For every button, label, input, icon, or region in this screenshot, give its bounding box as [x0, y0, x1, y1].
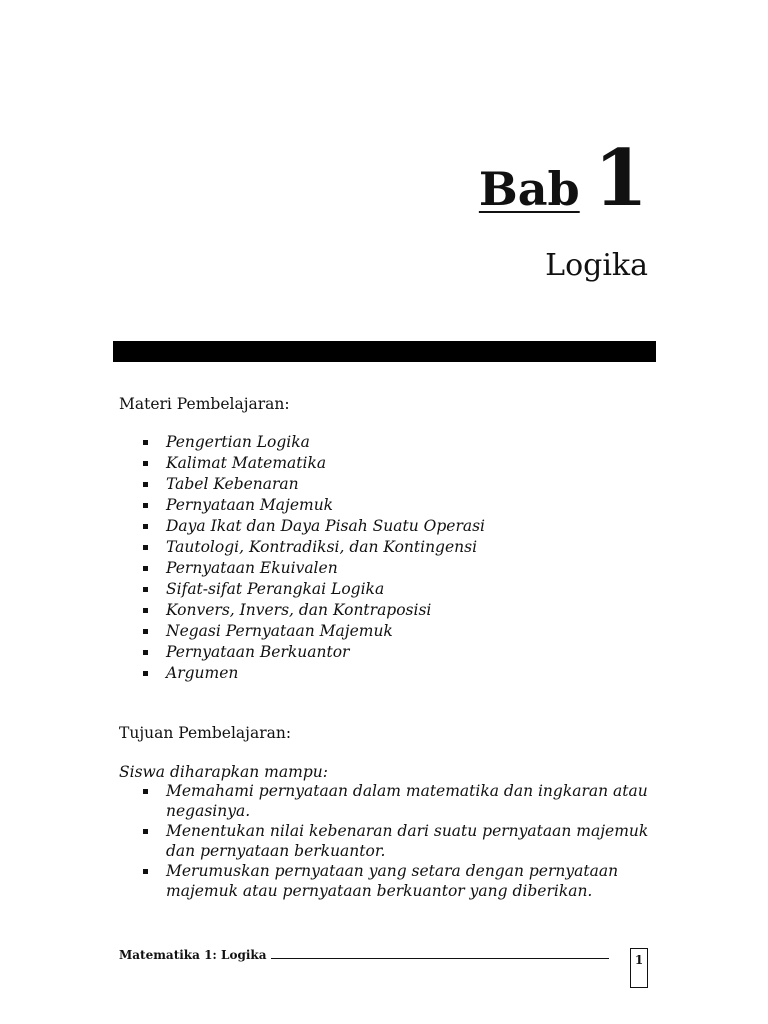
list-item: Pernyataan Majemuk [140, 495, 640, 516]
list-item: Merumuskan pernyataan yang setara dengan pernyataan majemuk atau pernyataan berkuantor yang diberikan. [140, 861, 660, 901]
square-bullet-icon [143, 461, 148, 466]
square-bullet-icon [143, 524, 148, 529]
square-bullet-icon [143, 869, 148, 874]
tujuan-intro: Siswa diharapkan mampu: [119, 763, 328, 781]
list-item: Konvers, Invers, dan Kontraposisi [140, 600, 640, 621]
chapter-title: Logika [545, 248, 648, 283]
square-bullet-icon [143, 440, 148, 445]
chapter-heading [478, 133, 648, 224]
list-item: Pernyataan Ekuivalen [140, 558, 640, 579]
list-item: Tautologi, Kontradiksi, dan Kontingensi [140, 537, 640, 558]
square-bullet-icon [143, 608, 148, 613]
materi-list [140, 432, 640, 684]
square-bullet-icon [143, 829, 148, 834]
list-item: Tabel Kebenaran [140, 474, 640, 495]
list-item: Negasi Pernyataan Majemuk [140, 621, 640, 642]
tujuan-list [140, 781, 660, 901]
square-bullet-icon [143, 545, 148, 550]
footer-rule [271, 958, 609, 959]
list-item: Daya Ikat dan Daya Pisah Suatu Operasi [140, 516, 640, 537]
footer-text: Matematika 1: Logika [119, 948, 267, 962]
list-item: Memahami pernyataan dalam matematika dan ingkaran atau negasinya. [140, 781, 660, 821]
square-bullet-icon [143, 789, 148, 794]
title-divider-bar [113, 341, 656, 362]
square-bullet-icon [143, 503, 148, 508]
list-item: Kalimat Matematika [140, 453, 640, 474]
list-item: Argumen [140, 663, 640, 684]
materi-heading: Materi Pembelajaran: [119, 395, 290, 413]
list-item: Menentukan nilai kebenaran dari suatu pernyataan majemuk dan pernyataan berkuantor. [140, 821, 660, 861]
square-bullet-icon [143, 587, 148, 592]
list-item: Pengertian Logika [140, 432, 640, 453]
page-number: 1 [630, 948, 648, 988]
list-item: Pernyataan Berkuantor [140, 642, 640, 663]
page-footer [119, 948, 609, 962]
square-bullet-icon [143, 629, 148, 634]
square-bullet-icon [143, 671, 148, 676]
list-item: Sifat-sifat Perangkai Logika [140, 579, 640, 600]
chapter-number: 1 [593, 133, 648, 224]
square-bullet-icon [143, 566, 148, 571]
square-bullet-icon [143, 650, 148, 655]
square-bullet-icon [143, 482, 148, 487]
chapter-label: Bab [478, 162, 580, 216]
tujuan-heading: Tujuan Pembelajaran: [119, 724, 292, 742]
